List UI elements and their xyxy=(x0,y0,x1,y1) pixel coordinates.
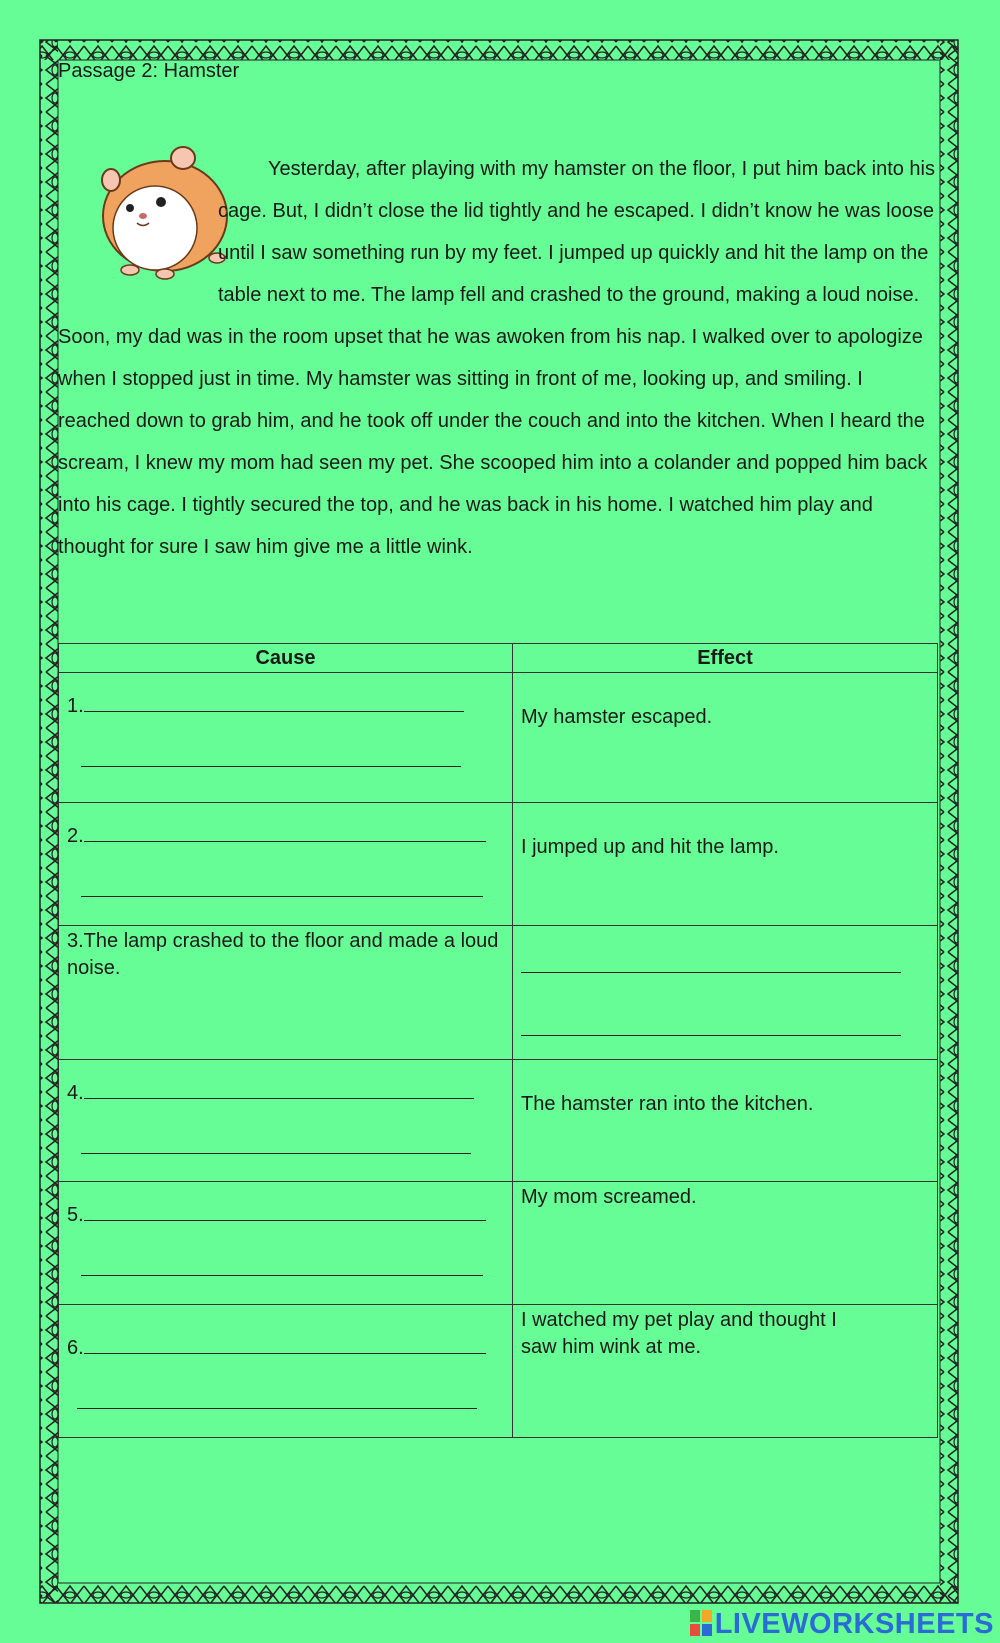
answer-line[interactable] xyxy=(84,1333,486,1354)
effect-text: My mom screamed. xyxy=(521,1186,697,1208)
passage-text: Yesterday, after playing with my hamster on the floor, I put him back into his cage. But, I didn’t close the lid tightly and he escaped. I didn’t know he was loose until I saw something run by my feet. I jumped up quickly and hit the lamp on the table next to me. The lamp fell and crashed to the ground, making a loud noise. Soon, my dad was in the room upset that he was awoken from his nap. I walked over to apologize when I stopped just in time. My hamster was sitting in front of me, looking up, and smiling. I reached down to grab him, and he took off under the couch and into the kitchen. When I heard the scream, I knew my mom had seen my pet. She scooped him into a colander and popped him back into his cage. I tightly secured the top, and he was back in his home. I watched him play and thought for sure I saw him give me a little wink. xyxy=(58,158,936,558)
row-number: 1. xyxy=(67,695,84,717)
passage xyxy=(58,148,938,568)
row-number: 2. xyxy=(67,825,84,847)
answer-line[interactable] xyxy=(84,691,464,712)
answer-line[interactable] xyxy=(81,876,483,897)
page-title: Passage 2: Hamster xyxy=(58,60,240,82)
cause-text: 3.The lamp crashed to the floor and made a loud noise. xyxy=(67,930,499,979)
row-number: 5. xyxy=(67,1204,84,1226)
effect-text: The hamster ran into the kitchen. xyxy=(521,1093,814,1115)
image-spacer xyxy=(58,148,218,296)
row-number: 6. xyxy=(67,1337,84,1359)
effect-header: Effect xyxy=(513,644,938,673)
answer-line[interactable] xyxy=(84,1200,486,1221)
answer-line[interactable] xyxy=(84,1078,474,1099)
answer-line[interactable] xyxy=(81,746,461,767)
cause-effect-table xyxy=(58,643,938,1438)
effect-cell xyxy=(513,1060,938,1182)
table-row xyxy=(59,1182,938,1305)
table-row xyxy=(59,1060,938,1182)
effect-cell xyxy=(513,1182,938,1305)
effect-text: I jumped up and hit the lamp. xyxy=(521,836,779,858)
answer-line[interactable] xyxy=(84,821,486,842)
table-row xyxy=(59,926,938,1060)
cause-cell xyxy=(59,926,513,1060)
effect-text: I watched my pet play and thought I saw him wink at me. xyxy=(521,1309,837,1358)
answer-line[interactable] xyxy=(521,1015,901,1036)
cause-cell[interactable] xyxy=(59,1182,513,1305)
table-row xyxy=(59,803,938,926)
table-row xyxy=(59,1305,938,1438)
answer-line[interactable] xyxy=(521,952,901,973)
effect-cell xyxy=(513,673,938,803)
effect-cell xyxy=(513,1305,938,1438)
answer-line[interactable] xyxy=(77,1388,477,1409)
row-number: 4. xyxy=(67,1082,84,1104)
liveworksheets-icon xyxy=(690,1610,712,1636)
table-header-row xyxy=(59,644,938,673)
liveworksheets-logo xyxy=(690,1608,994,1641)
effect-text: My hamster escaped. xyxy=(521,706,713,728)
effect-cell[interactable] xyxy=(513,926,938,1060)
brand-text: LIVEWORKSHEETS xyxy=(714,1608,994,1640)
cause-cell[interactable] xyxy=(59,803,513,926)
effect-cell xyxy=(513,803,938,926)
cause-cell[interactable] xyxy=(59,673,513,803)
cause-cell[interactable] xyxy=(59,1060,513,1182)
cause-header: Cause xyxy=(59,644,513,673)
table-row xyxy=(59,673,938,803)
answer-line[interactable] xyxy=(81,1133,471,1154)
cause-cell[interactable] xyxy=(59,1305,513,1438)
answer-line[interactable] xyxy=(81,1255,483,1276)
